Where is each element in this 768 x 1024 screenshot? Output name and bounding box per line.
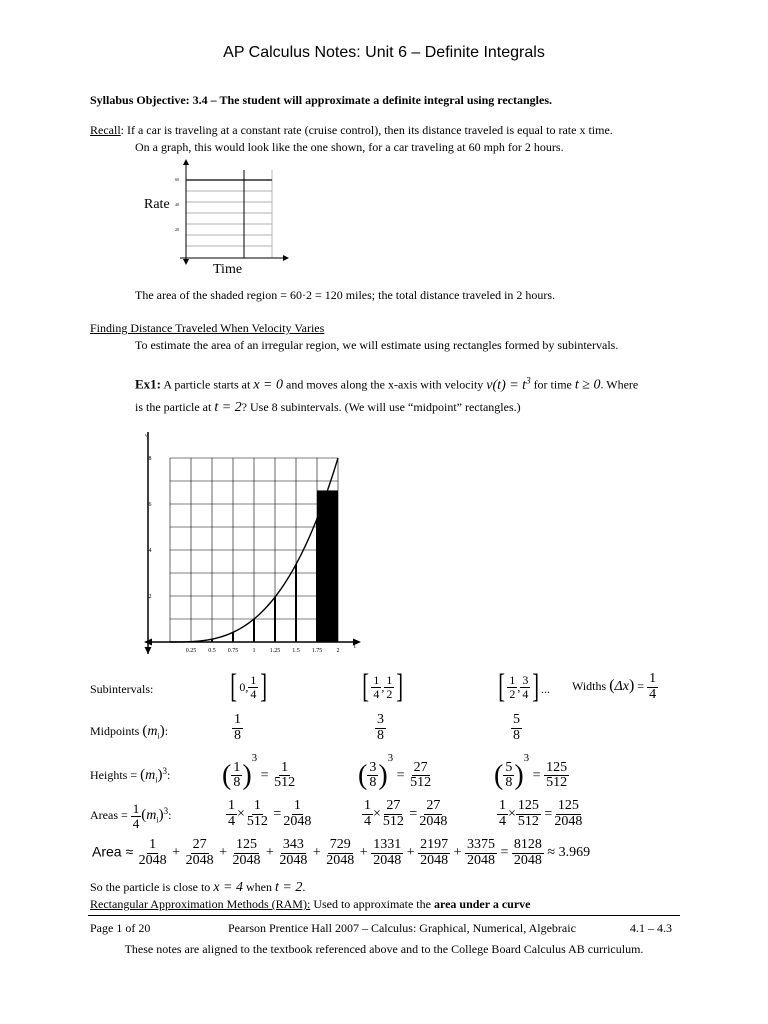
- ex1-tcond: t ≥ 0: [574, 377, 601, 393]
- ex1-x0: x = 0: [253, 377, 283, 393]
- area-sum-terms: [137, 837, 591, 868]
- area-sum-term: $\frac{729}{2048}$: [326, 837, 355, 868]
- mi-sub: i: [157, 731, 160, 741]
- area-3: $\frac{1}{4}$ × $\frac{125}{512}$ = $\frac{125}{2048}$: [499, 798, 583, 829]
- ex1-line-2: [135, 400, 521, 416]
- heights-mi-sub: i: [155, 775, 158, 785]
- rate-label: Rate: [144, 197, 170, 212]
- ex1-vt-exp: 3: [526, 375, 531, 385]
- footer-page: Page 1 of 20: [90, 921, 151, 935]
- sub2-right: $\frac{1}{2}$: [386, 672, 393, 701]
- ram-line: [90, 897, 531, 912]
- area-sum-term: $\frac{1331}{2048}$: [373, 837, 402, 868]
- midpoint-1: $\frac{1}{8}$: [234, 712, 241, 743]
- subinterval-1: [ 0 , $\frac{1}{4}$ ]: [230, 668, 268, 705]
- conclusion-text-1: So the particle is close to: [90, 880, 211, 894]
- plus-sign: +: [356, 845, 372, 861]
- sub1-left: 0: [239, 679, 246, 694]
- ex1-text-1: A particle starts at: [163, 377, 251, 392]
- height-3: ( $\frac{5}{8}$ )$^3$ = $\frac{125}{512}$: [494, 752, 568, 791]
- areas-label: Areas = $\frac{1}{4}$ $(m_i)^3$:: [90, 801, 172, 831]
- x-tick-label: 1.75: [311, 648, 323, 654]
- area-sum-term: $\frac{27}{2048}$: [185, 837, 214, 868]
- conclusion-t2: t = 2: [274, 880, 303, 895]
- ex1-text-6: ? Use 8 subintervals. (We will use “midpoint” rectangles.): [241, 400, 521, 414]
- x-tick-label: 0.25: [185, 648, 197, 654]
- conclusion-text-2: when: [245, 880, 272, 894]
- ex1-line-1: [135, 375, 638, 394]
- ex1-vt: [486, 375, 531, 393]
- section-heading: Finding Distance Traveled When Velocity Varies: [90, 321, 325, 335]
- equals-sign: =: [497, 845, 512, 861]
- x-tick-label: 1: [252, 648, 256, 654]
- conclusion-x4: x = 4: [213, 880, 243, 895]
- plus-sign: +: [168, 845, 184, 861]
- ex1-text-2: and moves along the x-axis with velocity: [286, 377, 484, 392]
- recall-label: Recall: [90, 123, 121, 137]
- footer-rule: [88, 915, 680, 916]
- shaded-rectangle: [317, 490, 338, 642]
- subinterval-3: [ $\frac{1}{2}$ , $\frac{3}{4}$ ]: [498, 668, 540, 705]
- conclusion: [90, 880, 305, 896]
- x-axis-label: t: [354, 644, 356, 650]
- y-tick-label: 6: [148, 502, 152, 508]
- ellipsis: ...: [541, 682, 550, 696]
- recall-text: : If a car is traveling at a constant rate (cruise control), then its distance traveled is equal to rate x time.: [120, 123, 613, 137]
- area-sum-term: $\frac{343}{2048}$: [279, 837, 308, 868]
- heights-text: Heights =: [90, 768, 138, 782]
- area-sum-term: $\frac{3375}{2048}$: [467, 837, 495, 868]
- midpoints-label: Midpoints $(m_i)$:: [90, 723, 169, 741]
- areas-exp: 3: [163, 805, 169, 816]
- page-title: AP Calculus Notes: Unit 6 – Definite Integrals: [223, 44, 545, 61]
- midpoints-text: Midpoints: [90, 724, 140, 738]
- ex1-label: Ex1:: [135, 376, 161, 392]
- y-tick-label: 8: [148, 456, 152, 462]
- area-sum: [92, 838, 590, 868]
- rate-tick-20: 20: [175, 227, 179, 232]
- midpoint-3: $\frac{5}{8}$: [513, 712, 520, 743]
- sub3-right: $\frac{3}{4}$: [522, 672, 529, 701]
- areas-text: Areas =: [90, 807, 128, 822]
- rate-tick-60: 60: [175, 177, 179, 182]
- plus-sign: +: [403, 845, 419, 861]
- delta-x: Δx: [614, 678, 629, 694]
- height-1: ( $\frac{1}{8}$ )$^3$ = $\frac{1}{512}$: [222, 752, 296, 791]
- areas-mi: m: [146, 807, 157, 823]
- ex1-text-3: for time: [533, 377, 572, 392]
- x-tick-label: 1.5: [292, 648, 300, 654]
- y-tick-label: 4: [148, 548, 152, 554]
- conclusion-text-3: .: [302, 880, 306, 894]
- midpoint-2: $\frac{3}{8}$: [377, 712, 384, 743]
- area-sum-term: $\frac{1}{2048}$: [138, 837, 167, 868]
- area-sum-term: $\frac{2197}{2048}$: [420, 837, 449, 868]
- y-axis-label: v: [145, 434, 148, 439]
- ram-text: Used to approximate the: [310, 897, 434, 911]
- area-2: $\frac{1}{4}$ × $\frac{27}{512}$ = $\frac{27}{2048}$: [364, 798, 448, 829]
- ram-heading: Rectangular Approximation Methods (RAM):: [90, 897, 311, 911]
- area-sum-term: $\frac{125}{2048}$: [232, 837, 261, 868]
- heights-label: Heights = $(m_i)^3$:: [90, 766, 171, 785]
- height-2: ( $\frac{3}{8}$ )$^3$ = $\frac{27}{512}$: [358, 752, 432, 791]
- plus-sign: +: [450, 845, 465, 861]
- y-axis-arrow-down: [145, 647, 152, 654]
- x-tick-label: 0.75: [227, 648, 239, 654]
- areas-mi-sub: i: [156, 815, 159, 825]
- widths-label: Widths: [572, 678, 607, 693]
- ex1-t2: t = 2: [214, 400, 242, 415]
- footer-note: These notes are aligned to the textbook referenced above and to the College Board Calculus AB curriculum.: [124, 942, 644, 956]
- section-intro: To estimate the area of an irregular region, we will estimate using rectangles formed by subintervals.: [135, 338, 619, 352]
- area-sum-label: Area ≈: [92, 843, 134, 860]
- y-tick-label: 2: [148, 594, 152, 600]
- rate-time-graph: [172, 158, 292, 268]
- rate-tick-40: 40: [175, 202, 179, 207]
- x-tick-label: 0.5: [208, 648, 216, 654]
- area-sum-total: $\frac{8128}{2048}$: [513, 837, 542, 868]
- ram-bold: area under a curve: [433, 897, 531, 911]
- sub1-right: $\frac{1}{4}$: [250, 672, 257, 701]
- plus-sign: +: [309, 845, 325, 861]
- ex1-vt-base: v(t) = t: [486, 377, 527, 393]
- subinterval-2: [ $\frac{1}{4}$ , $\frac{1}{2}$ ]: [362, 668, 404, 705]
- area-sentence: The area of the shaded region = 60·2 = 120 miles; the total distance traveled in 2 hours.: [135, 288, 556, 302]
- syllabus-objective: Syllabus Objective: 3.4 – The student will approximate a definite integral using rectangles.: [90, 93, 553, 107]
- velocity-chart: [136, 428, 366, 660]
- area-sum-approx: ≈ 3.969: [543, 845, 591, 861]
- time-label: Time: [213, 262, 243, 277]
- ex1-text-5: is the particle at: [135, 400, 212, 414]
- sub2-left: $\frac{1}{4}$: [373, 672, 380, 701]
- x-tick-label: 2: [336, 648, 340, 654]
- recall-line-2: On a graph, this would look like the one shown, for a car traveling at 60 mph for 2 hours.: [135, 140, 564, 154]
- plus-sign: +: [215, 845, 231, 861]
- widths: Widths (Δx) = $\frac{1}{4}$: [572, 671, 657, 702]
- mi-symbol: m: [147, 724, 158, 739]
- area-1: $\frac{1}{4}$ × $\frac{1}{512}$ = $\frac{1}{2048}$: [228, 798, 312, 829]
- x-tick-label: 1.25: [269, 648, 281, 654]
- subintervals-label: Subintervals:: [90, 682, 154, 696]
- recall-line-1: [90, 123, 613, 138]
- footer-sections: 4.1 – 4.3: [630, 921, 672, 935]
- ex1-text-4: . Where: [600, 377, 639, 392]
- widths-value: $\frac{1}{4}$: [649, 671, 657, 702]
- sub3-left: $\frac{1}{2}$: [509, 672, 516, 701]
- plus-sign: +: [262, 845, 278, 861]
- heights-mi: m: [145, 768, 156, 783]
- heights-exp: 3: [162, 766, 167, 776]
- footer-source: Pearson Prentice Hall 2007 – Calculus: Graphical, Numerical, Algebraic: [228, 921, 576, 935]
